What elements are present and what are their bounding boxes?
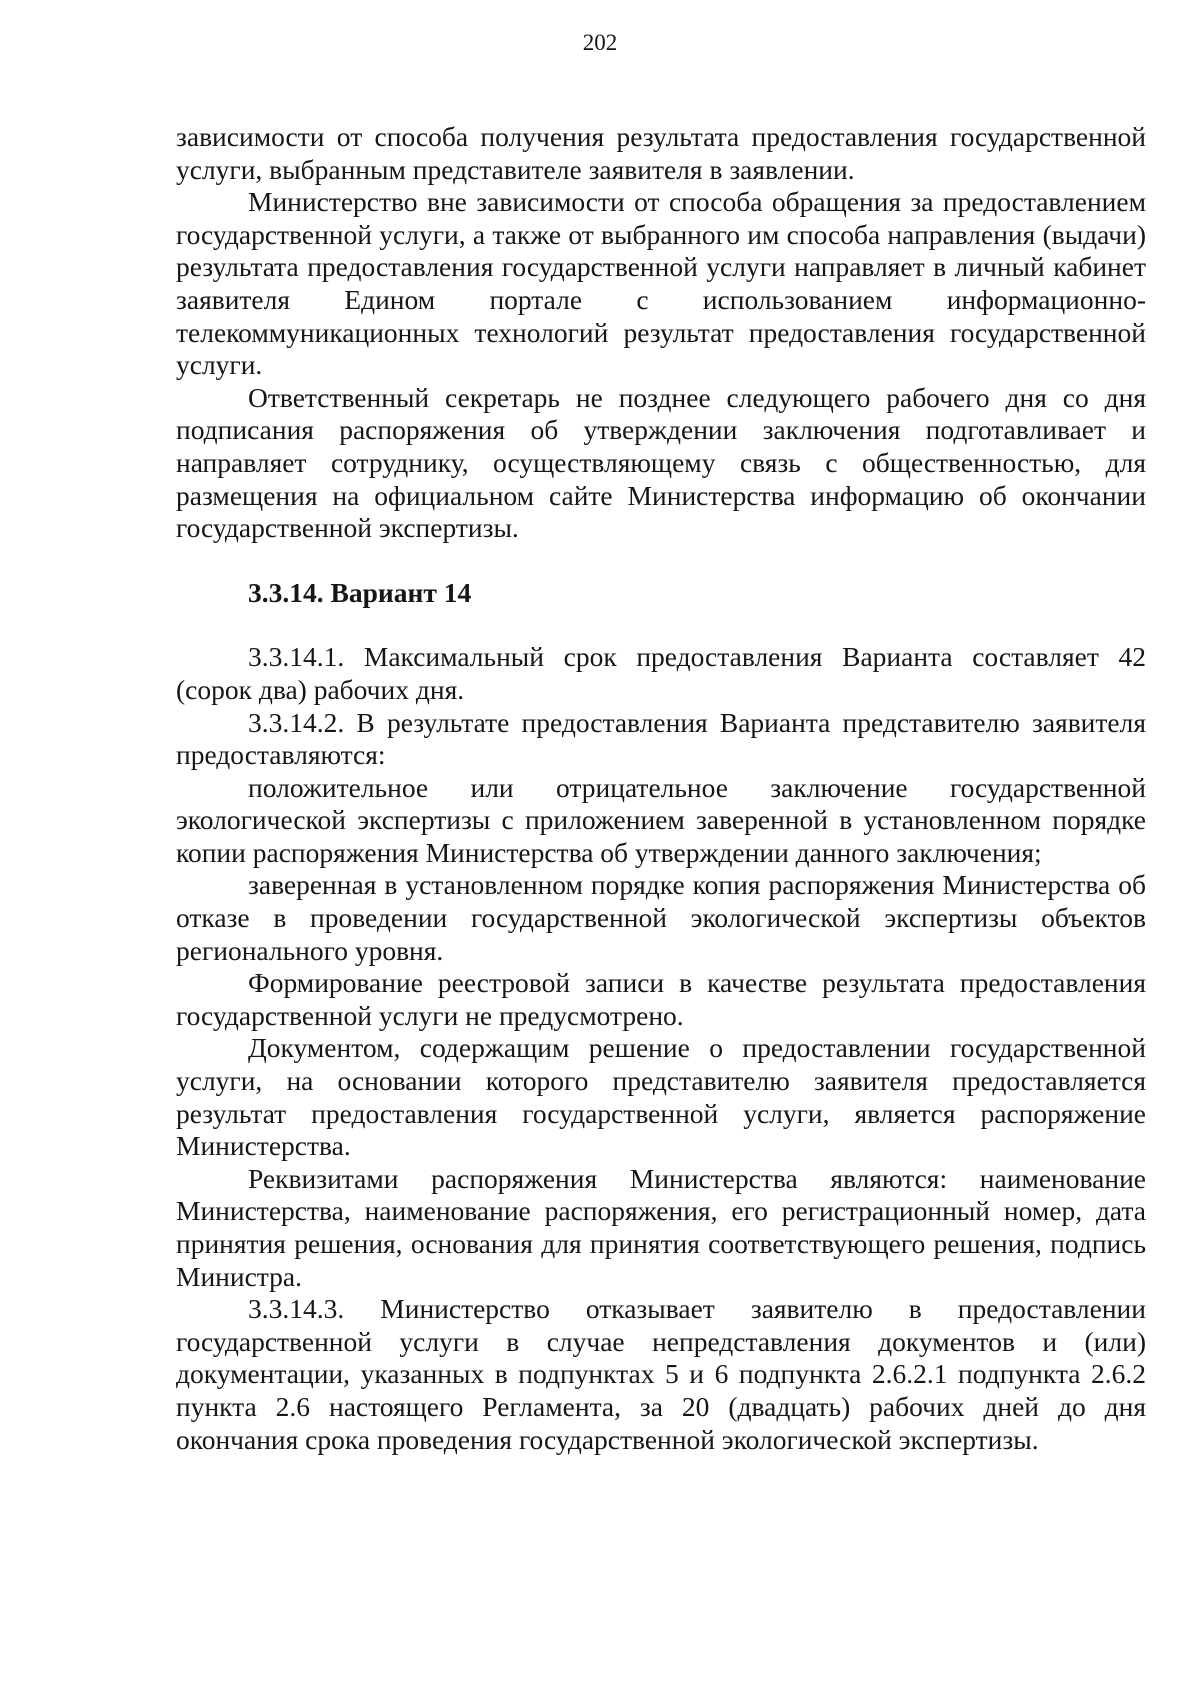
paragraph: 3.3.14.1. Максимальный срок предоставления Варианта составляет 42 (сорок два) рабочих дня. [176,641,1146,705]
paragraph: Документом, содержащим решение о предоставлении государственной услуги, на основании которого представителю заявителя предоставляется результат предоставления государственной услуги, является распоряжение Министерства. [176,1032,1146,1162]
paragraph: Ответственный секретарь не позднее следующего рабочего дня со дня подписания распоряжения об утверждении заключения подготавливает и направляет сотруднику, осуществляющему связь с общественностью, для размещения на официальном сайте Министерства информацию об окончании государственной экспертизы. [176,381,1146,544]
paragraph: Министерство вне зависимости от способа обращения за предоставлением государственной услуги, а также от выбранного им способа направления (выдачи) результата предоставления государственной услуги направляет в личный кабинет заявителя Едином портале с использованием информационно-телекоммуникационных технологий результат предоставления государственной услуги. [176,186,1146,381]
list-item: положительное или отрицательное заключение государственной экологической экспертизы с приложением заверенной в установленном порядке копии распоряжения Министерства об утверждении данного заключения; [176,771,1146,868]
paragraph: 3.3.14.3. Министерство отказывает заявителю в предоставлении государственной услуги в случае непредставления документов и (или) документации, указанных в подпунктах 5 и 6 подпункта 2.6.2.1 подпункта 2.6.2 пункта 2.6 настоящего Регламента, за 20 (двадцать) рабочих дней до дня окончания срока проведения государственной экологической экспертизы. [176,1293,1146,1455]
page-number: 202 [582,30,618,55]
section-heading: 3.3.14. Вариант 14 [248,576,472,608]
paragraph: зависимости от способа получения результата предоставления государственной услуги, выбранным представителе заявителя в заявлении. [176,121,1146,185]
paragraph: Реквизитами распоряжения Министерства являются: наименование Министерства, наименование распоряжения, его регистрационный номер, дата принятия решения, основания для принятия соответствующего решения, подпись Министра. [176,1162,1146,1292]
paragraph: 3.3.14.2. В результате предоставления Варианта представителю заявителя предоставляются: [176,706,1146,771]
paragraph: Формирование реестровой записи в качестве результата предоставления государственной услуги не предусмотрено. [176,967,1146,1031]
list-item: заверенная в установленном порядке копия распоряжения Министерства об отказе в проведении государственной экологической экспертизы объектов регионального уровня. [176,869,1146,966]
document-body [176,121,1146,1456]
